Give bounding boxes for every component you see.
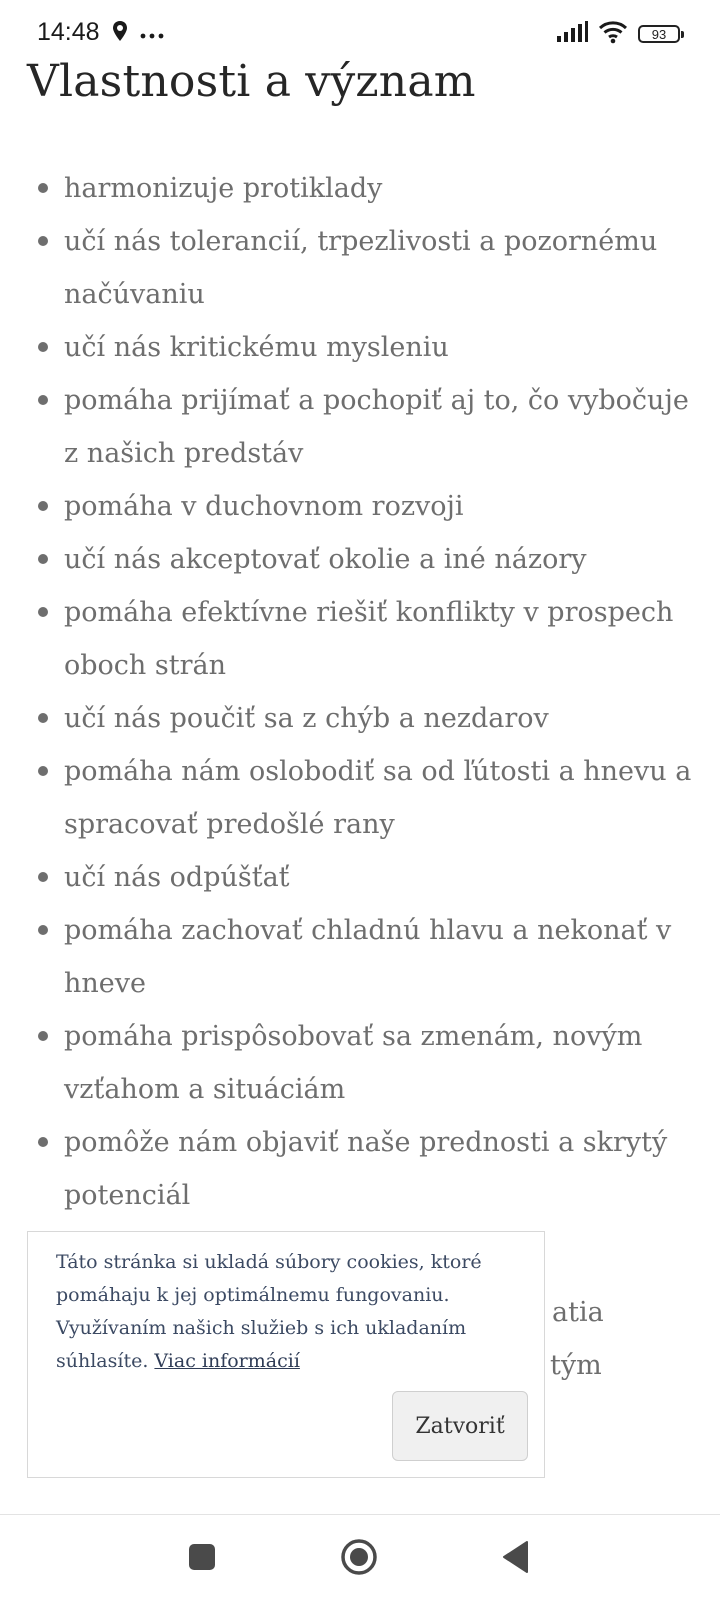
close-button[interactable]: Zatvoriť [392,1391,528,1461]
back-button[interactable] [493,1537,537,1581]
obscured-text-fragment: atia [552,1297,604,1328]
battery-level: 93 [651,26,667,42]
list-item: pomáha prispôsobovať sa zmenám, novým vzťahom a situáciám [0,1010,720,1116]
list-item: učí nás akceptovať okolie a iné názory [0,533,720,586]
more-info-link[interactable]: Viac informácií [154,1350,300,1372]
home-circle-icon [339,1537,379,1581]
list-item: pomáha v duchovnom rozvoji [0,480,720,533]
battery-icon [638,25,680,43]
list-item: pomáha nám oslobodiť sa od ľútosti a hnevu a spracovať predošlé rany [0,745,720,851]
list-item: učí nás odpúšťať [0,851,720,904]
list-item: učí nás poučiť sa z chýb a nezdarov [0,692,720,745]
home-button[interactable] [337,1537,381,1581]
status-right-icons [556,20,680,48]
recents-square-icon [187,1542,217,1576]
page-title: Vlastnosti a význam [27,56,476,107]
more-dots-icon [140,25,164,44]
navigation-bar [0,1515,720,1600]
list-item: pomáha efektívne riešiť konflikty v prospech oboch strán [0,586,720,692]
wifi-icon [598,20,628,48]
properties-list [0,162,720,1222]
recents-button[interactable] [180,1537,224,1581]
cookie-message: Táto stránka si ukladá súbory cookies, ktoré pomáhaju k jej optimálnemu fungovaniu. Využívaním našich služieb s ich ukladaním súhlasíte. [56,1251,482,1372]
status-bar [0,0,720,64]
obscured-text-fragment: tým [550,1350,602,1381]
signal-icon [556,21,588,47]
list-item: učí nás kritickému mysleniu [0,321,720,374]
status-time: 14:48 [37,18,100,46]
status-left-icons [112,20,164,48]
list-item: harmonizuje protiklady [0,162,720,215]
list-item: pomáha zachovať chladnú hlavu a nekonať v hneve [0,904,720,1010]
cookie-banner [27,1231,545,1478]
cookie-text-block [56,1246,522,1378]
list-item: pomôže nám objaviť naše prednosti a skrytý potenciál [0,1116,720,1222]
location-icon [112,20,128,48]
list-item: učí nás tolerancií, trpezlivosti a pozornému načúvaniu [0,215,720,321]
back-triangle-icon [500,1540,530,1578]
list-item: pomáha prijímať a pochopiť aj to, čo vybočuje z našich predstáv [0,374,720,480]
